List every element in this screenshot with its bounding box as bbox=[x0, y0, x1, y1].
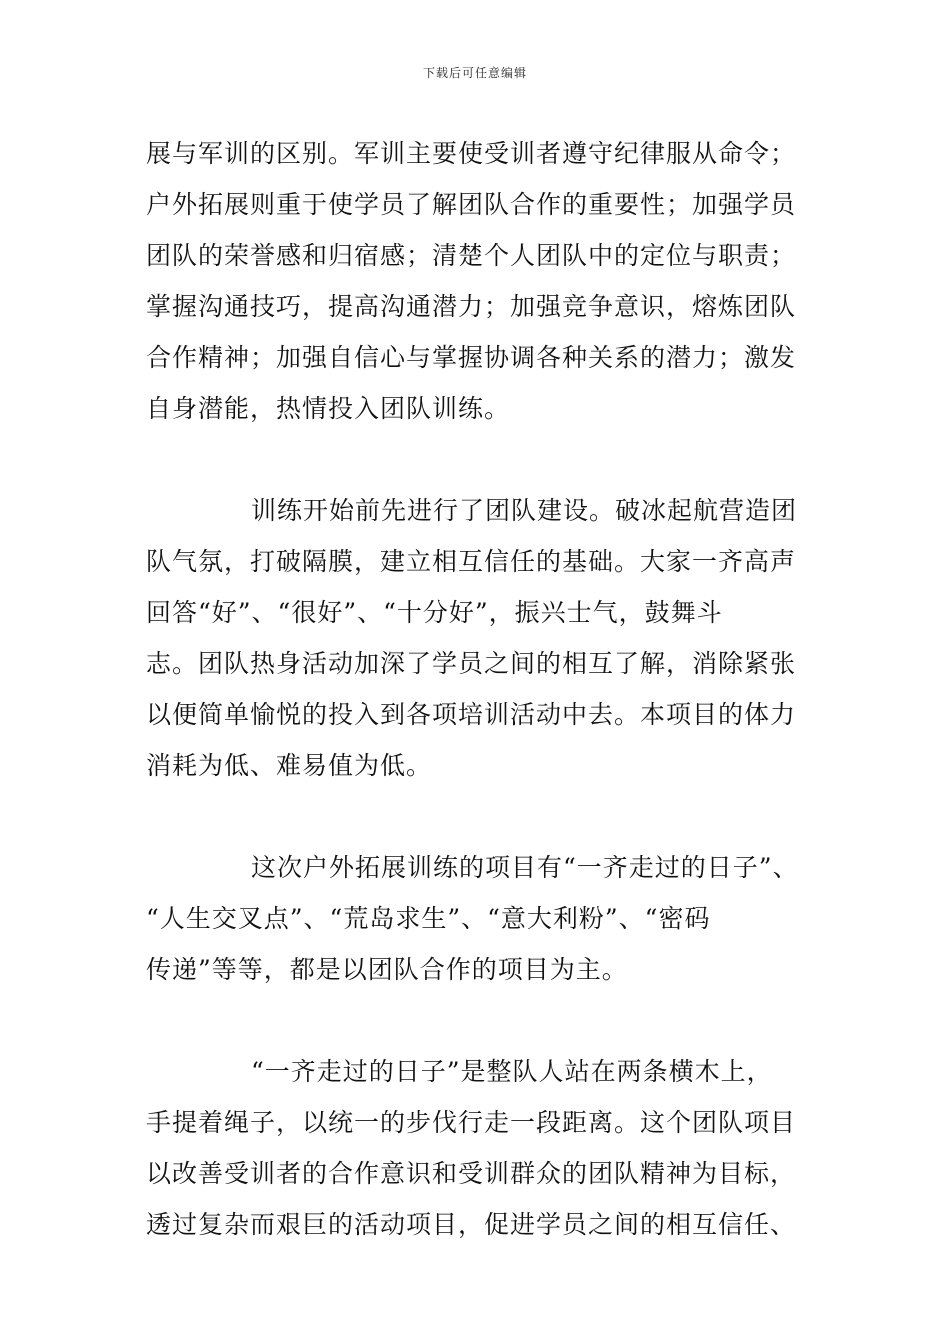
paragraph-gap bbox=[146, 995, 826, 1046]
paragraph-line: 自身潜能，热情投入团队训练。 bbox=[146, 394, 511, 423]
paragraph-gap bbox=[146, 434, 826, 485]
paragraph-line: 以改善受训者的合作意识和受训群众的团队精神为目标， bbox=[146, 1159, 797, 1188]
document-body bbox=[146, 128, 826, 1250]
paragraph-line: 团队的荣誉感和归宿感；清楚个人团队中的定位与职责； bbox=[146, 241, 797, 270]
paragraph-line: 掌握沟通技巧，提高沟通潜力；加强竞争意识，熔炼团队 bbox=[146, 292, 797, 321]
paragraph-line: 消耗为低、难易值为低。 bbox=[146, 751, 433, 780]
paragraph-line: “人生交叉点”、“荒岛求生”、“意大利粉”、“密码 bbox=[146, 904, 711, 933]
paragraph-line: 合作精神；加强自信心与掌握协调各种关系的潜力；激发 bbox=[146, 343, 797, 372]
paragraph-line: “一齐走过的日子”是整队人站在两条横木上， bbox=[251, 1057, 773, 1086]
paragraph-line: 志。团队热身活动加深了学员之间的相互了解，消除紧张 bbox=[146, 649, 797, 678]
paragraph-line: 展与军训的区别。军训主要使受训者遵守纪律服从命令； bbox=[146, 139, 797, 168]
paragraph-line: 队气氛，打破隔膜，建立相互信任的基础。大家一齐高声 bbox=[146, 547, 797, 576]
paragraph-line: 以便简单愉悦的投入到各项培训活动中去。本项目的体力 bbox=[146, 700, 797, 729]
paragraph-line: 透过复杂而艰巨的活动项目，促进学员之间的相互信任、 bbox=[146, 1210, 797, 1239]
paragraph-line: 手提着绳子，以统一的步伐行走一段距离。这个团队项目 bbox=[146, 1108, 797, 1137]
paragraph-line: 回答“好”、“很好”、“十分好”，振兴士气，鼓舞斗 bbox=[146, 598, 723, 627]
paragraph-line: 传递”等等，都是以团队合作的项目为主。 bbox=[146, 955, 628, 984]
page-header: 下载后可任意编辑 bbox=[422, 66, 527, 80]
paragraph-line: 这次户外拓展训练的项目有“一齐走过的日子”、 bbox=[251, 853, 799, 882]
paragraph-gap bbox=[146, 791, 826, 842]
paragraph-line: 训练开始前先进行了团队建设。破冰起航营造团 bbox=[251, 496, 798, 525]
paragraph-line: 户外拓展则重于使学员了解团队合作的重要性；加强学员 bbox=[146, 190, 797, 219]
